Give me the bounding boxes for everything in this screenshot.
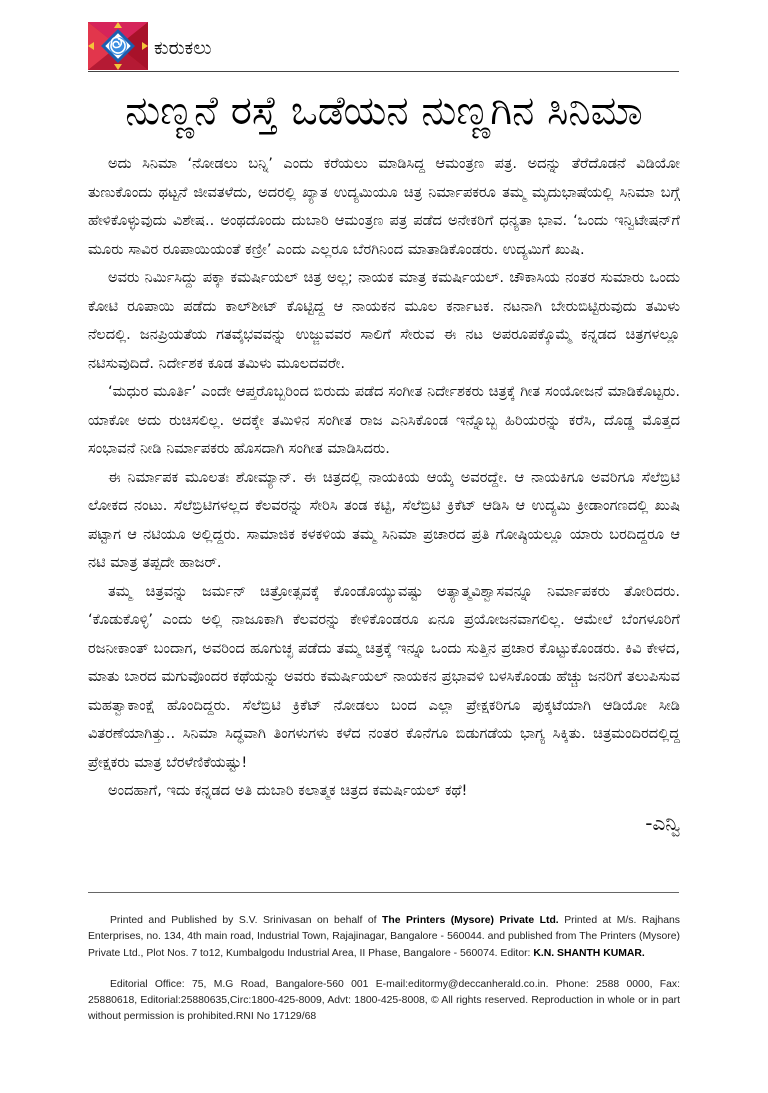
article-paragraph: ‘ಮಧುರ ಮೂರ್ತಿ’ ಎಂದೇ ಆಪ್ತರೊಬ್ಬರಿಂದ ಬಿರುದು ಪಡೆದ ಸಂಗೀತ ನಿರ್ದೇಶಕರು ಚಿತ್ರಕ್ಕೆ ಗೀತ ಸಂಯೋಜನೆ ಮಾಡಿಕೊಟ್ಟರು. ಯಾಕೋ ಅದು ರುಚಿಸಲಿಲ್ಲ. ಅದಕ್ಕೇ ತಮಿಳಿನ ಸಂಗೀತ ರಾಜ ಎನಿಸಿಕೊಂಡ ಇನ್ನೊಬ್ಬ ಹಿರಿಯರನ್ನು ಕರೆಸಿ, ದೊಡ್ಡ ಮೊತ್ತದ ಸಂಭಾವನೆ ನೀಡಿ ನಿರ್ಮಾಪಕರು ಹೊಸದಾಗಿ ಸಂಗೀತ ಮಾಡಿಸಿದರು. [88, 383, 680, 457]
article-body [88, 150, 680, 838]
footer-divider [88, 892, 679, 893]
section-header [88, 22, 212, 70]
header-divider [88, 71, 679, 72]
publisher-name: The Printers (Mysore) Private Ltd. [382, 915, 559, 926]
article-paragraph: ಅದು ಸಿನಿಮಾ ‘ನೋಡಲು ಬನ್ನಿ’ ಎಂದು ಕರೆಯಲು ಮಾಡಿಸಿದ್ದ ಆಮಂತ್ರಣ ಪತ್ರ. ಅದನ್ನು ತೆರೆದೊಡನೆ ವಿಡಿಯೋ ತುಣುಕೊಂದು ಥಟ್ಟನೆ ಜೀವತಳೆದು, ಅದರಲ್ಲಿ ಖ್ಯಾತ ಉದ್ಯಮಿಯೂ ಚಿತ್ರ ನಿರ್ಮಾಪಕರೂ ತಮ್ಮ ಮೃದುಭಾಷೆಯಲ್ಲಿ ಸಿನಿಮಾ ಬಗ್ಗೆ ಹೇಳಿಕೊಳ್ಳುವುದು ವಿಶೇಷ.. ಅಂಥದೊಂದು ದುಬಾರಿ ಆಮಂತ್ರಣ ಪತ್ರ ಪಡೆದ ಅನೇಕರಿಗೆ ಧನ್ಯತಾ ಭಾವ. ‘ಒಂದು ಇನ್ವಿಟೇಷನ್‌ಗೆ ಮೂರು ಸಾವಿರ ರೂಪಾಯಿಯಂತೆ ಕಣ್ರೀ’ ಎಂದು ಎಲ್ಲರೂ ಬೆರಗಿನಿಂದ ಮಾತಾಡಿಕೊಂಡರು. ಉದ್ಯಮಿಗೆ ಖುಷಿ. [88, 155, 680, 258]
imprint-paragraph [88, 913, 680, 962]
section-title: ಕುರುಕಲು [154, 37, 212, 59]
spiral-logo-icon [88, 22, 148, 70]
office-paragraph: Editorial Office: 75, M.G Road, Bangalore-560 001 E-mail:editormy@deccanherald.co.in. Phone: 2588 0000, Fax: 25880618, Editorial:25880635,Circ:1800-425-8009, Advt: 1800-425-8008, © All rights reserved. Reproduction in whole or in part without permission is prohibited.RNI No 17129/68 [88, 978, 680, 1023]
imprint-text: Printed and Published by S.V. Srinivasan on behalf of [110, 915, 382, 926]
author-byline: -ಎನ್ವಿ [645, 810, 680, 835]
article-paragraph: ಅವರು ನಿರ್ಮಿಸಿದ್ದು ಪಕ್ಕಾ ಕಮರ್ಷಿಯಲ್ ಚಿತ್ರ ಅಲ್ಲ; ನಾಯಕ ಮಾತ್ರ ಕಮರ್ಷಿಯಲ್. ಚೌಕಾಸಿಯ ನಂತರ ಸುಮಾರು ಒಂದು ಕೋಟಿ ರೂಪಾಯಿ ಪಡೆದು ಕಾಲ್‌ಶೀಟ್ ಕೊಟ್ಟಿದ್ದ ಆ ನಾಯಕನ ಮೂಲ ಕರ್ನಾಟಕ. ನಟನಾಗಿ ಬೇರುಬಿಟ್ಟಿರುವುದು ತಮಿಳು ನೆಲದಲ್ಲಿ. ಜನಪ್ರಿಯತೆಯ ಗತವೈಭವವನ್ನು ಉಜ್ಜುವವರ ಸಾಲಿಗೆ ಸೇರುವ ಈ ನಟ ಅಪರೂಪಕ್ಕೊಮ್ಮೆ ಕನ್ನಡದ ಚಿತ್ರಗಳಲ್ಲೂ ನಟಿಸುವುದಿದೆ. ನಿರ್ದೇಶಕ ಕೂಡ ತಮಿಳು ಮೂಲದವರೇ. [88, 269, 680, 372]
article-paragraph: ಅಂದಹಾಗೆ, ಇದು ಕನ್ನಡದ ಅತಿ ದುಬಾರಿ ಕಲಾತ್ಮಕ ಚಿತ್ರದ ಕಮರ್ಷಿಯಲ್ ಕಥೆ! [108, 782, 468, 799]
imprint-text: Printed at M/s. Rajhans Enterprises, no. 134, 4th main road, Industrial Town, Rajajinagar, Bangalore - 560044. and published from The Printers (Mysore) Private Ltd., Plot Nos. 7 to12, Kumbalgodu Industrial Area, II Phase, Bangalore - 560074. Editor: [88, 915, 680, 959]
imprint-footer [88, 913, 680, 1041]
article-paragraph: ತಮ್ಮ ಚಿತ್ರವನ್ನು ಜರ್ಮನ್ ಚಿತ್ರೋತ್ಸವಕ್ಕೆ ಕೊಂಡೊಯ್ಯುವಷ್ಟು ಅತ್ಯಾತ್ಮವಿಶ್ವಾಸವನ್ನೂ ನಿರ್ಮಾಪಕರು ತೋರಿದರು. ‘ಕೊಡುಕೊಳ್ಳಿ’ ಎಂದು ಅಲ್ಲಿ ನಾಜೂಕಾಗಿ ಕೆಲವರನ್ನು ಕೇಳಿಕೊಂಡರೂ ಏನೂ ಪ್ರಯೋಜನವಾಗಲಿಲ್ಲ. ಆಮೇಲೆ ಬೆಂಗಳೂರಿಗೆ ರಜನೀಕಾಂತ್ ಬಂದಾಗ, ಅವರಿಂದ ಹೂಗುಚ್ಛ ಪಡೆದು ತಮ್ಮ ಚಿತ್ರಕ್ಕೆ ಇನ್ನೂ ಒಂದು ಸುತ್ತಿನ ಪ್ರಚಾರ ಕೊಟ್ಟುಕೊಂಡರು. ಕಿವಿ ಕೇಳದ, ಮಾತು ಬಾರದ ಮಗುವೊಂದರ ಕಥೆಯನ್ನು ಅವರು ಕಮರ್ಷಿಯಲ್ ನಾಯಕನ ಪ್ರಭಾವಳಿ ಬಳಸಿಕೊಂಡು ಹೆಚ್ಚು ಜನರಿಗೆ ತಲುಪಿಸುವ ಮಹತ್ವಾಕಾಂಕ್ಷೆ ಹೊಂದಿದ್ದರು. ಸೆಲೆಬ್ರಿಟಿ ಕ್ರಿಕೆಟ್ ನೋಡಲು ಬಂದ ಎಲ್ಲಾ ಪ್ರೇಕ್ಷಕರಿಗೂ ಪುಕ್ಕಟೆಯಾಗಿ ಆಡಿಯೋ ಸೀಡಿ ವಿತರಣೆಯಾಗಿತ್ತು.. ಸಿನಿಮಾ ಸಿದ್ಧವಾಗಿ ತಿಂಗಳುಗಳು ಕಳೆದ ನಂತರ ಕೊನೆಗೂ ಬಿಡುಗಡೆಯ ಭಾಗ್ಯ ಸಿಕ್ಕಿತು. ಚಿತ್ರಮಂದಿರದಲ್ಲಿದ್ದ ಪ್ರೇಕ್ಷಕರು ಮಾತ್ರ ಬೆರಳೆಣಿಕೆಯಷ್ಟು! [88, 582, 680, 771]
editor-name: K.N. SHANTH KUMAR. [533, 947, 645, 959]
article-paragraph: ಈ ನಿರ್ಮಾಪಕ ಮೂಲತಃ ಶೋಮ್ಯಾನ್. ಈ ಚಿತ್ರದಲ್ಲಿ ನಾಯಕಿಯ ಆಯ್ಕೆ ಅವರದ್ದೇ. ಆ ನಾಯಕಿಗೂ ಅವರಿಗೂ ಸೆಲೆಬ್ರಿಟಿ ಲೋಕದ ನಂಟು. ಸೆಲೆಬ್ರಿಟಿಗಳಲ್ಲದ ಕೆಲವರನ್ನು ಸೇರಿಸಿ ತಂಡ ಕಟ್ಟಿ, ಸೆಲೆಬ್ರಿಟಿ ಕ್ರಿಕೆಟ್ ಆಡಿಸಿ ಆ ಉದ್ಯಮಿ ಕ್ರೀಡಾಂಗಣದಲ್ಲಿ ಖುಷಿ ಪಟ್ಟಾಗ ಆ ನಟಿಯೂ ಅಲ್ಲಿದ್ದರು. ಸಾಮಾಜಿಕ ಕಳಕಳಿಯ ತಮ್ಮ ಸಿನಿಮಾ ಪ್ರಚಾರದ ಪ್ರತಿ ಗೋಷ್ಠಿಯಲ್ಲೂ ಯಾರು ಬರದಿದ್ದರೂ ಆ ನಟಿ ಮಾತ್ರ ತಪ್ಪದೇ ಹಾಜರ್. [88, 468, 680, 571]
article-headline: ನುಣ್ಣನೆ ರಸ್ತೆ ಒಡೆಯನ ನುಣ್ಣಗಿನ ಸಿನಿಮಾ [125, 88, 643, 134]
